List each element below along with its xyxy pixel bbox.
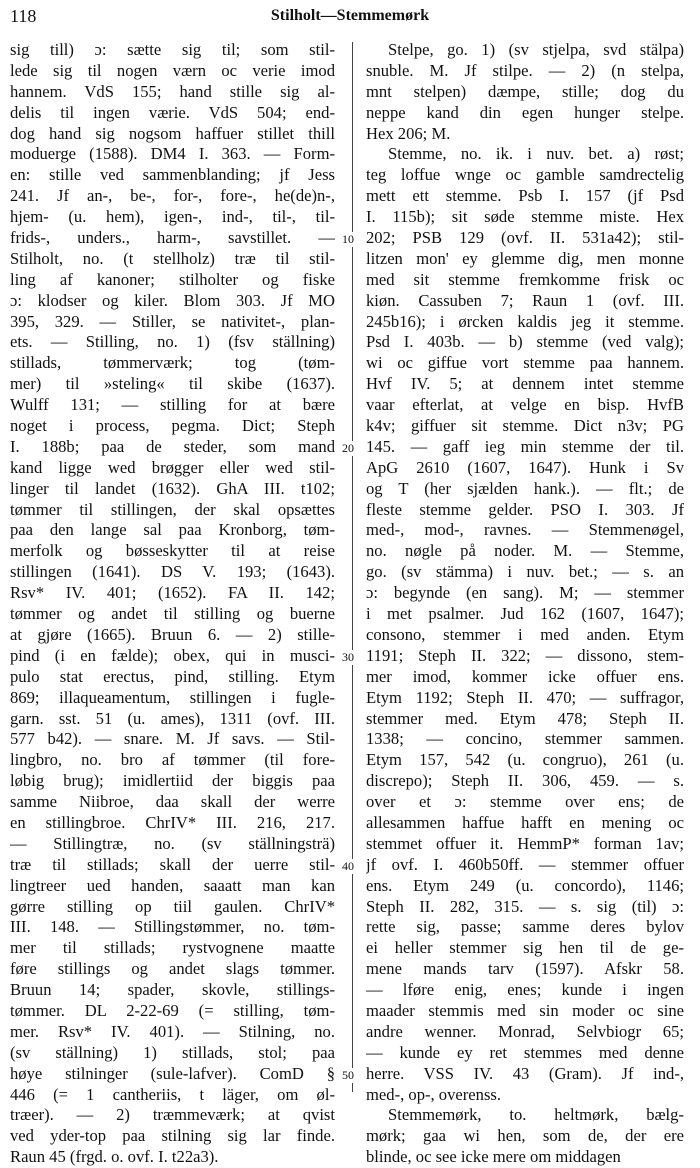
text-line: I. 188b; paa de steder, som mand xyxy=(10,436,335,456)
text-line: k4v; giffuer sit stemme. Dict n3v; PG xyxy=(366,416,684,436)
left-column xyxy=(10,40,335,1168)
text-line: Psd I. 403b. — b) stemme (ved valg); xyxy=(366,332,684,352)
text-line: rette sig, passe; samme deres bylov xyxy=(366,917,684,937)
text-line: jf ovf. I. 460b50ff. — stemmer offuer xyxy=(366,854,684,874)
text-line: ɔ: begynde (en sang). M; — stemmer xyxy=(366,583,684,603)
text-line: Bruun 14; spader, skovle, stillings- xyxy=(10,980,335,1000)
text-line: en: stille ved sammenblanding; jf Jess xyxy=(10,165,335,185)
text-line: ApG 2610 (1607, 1647). Hunk i Sv xyxy=(366,457,684,477)
text-line: 245b16); i ørcken kaldis jeg it stemme. xyxy=(366,311,684,331)
text-line: 1338; — concino, stemmer sammen. xyxy=(366,729,684,749)
text-line: at gjøre (1665). Bruun 6. — 2) stille- xyxy=(10,624,335,644)
text-line: dog hand sig nogsom haffuer stillet thill xyxy=(10,123,335,143)
text-line: no. nøgle på noder. M. — Stemme, xyxy=(366,541,684,561)
page-header xyxy=(0,4,700,30)
right-column xyxy=(366,40,684,1168)
line-number: 50 xyxy=(342,1068,354,1082)
text-line: løbig brug); imidlertiid der biggis paa xyxy=(10,771,335,791)
text-line: Hvf IV. 5; at dennem intet stemme xyxy=(366,374,684,394)
text-line: mer) til »steling« til skibe (1637). xyxy=(10,374,335,394)
text-line: mer. Rsv* IV. 401). — Stilning, no. xyxy=(10,1021,335,1041)
line-number: 40 xyxy=(342,859,354,873)
line-number: 10 xyxy=(342,232,354,246)
text-line: gørre stilling op tiil gaulen. ChrIV* xyxy=(10,896,335,916)
text-line: tømmer. DL 2-22-69 (= stilling, tøm- xyxy=(10,1000,335,1020)
text-line: — kunde ey ret stemmes med denne xyxy=(366,1042,684,1062)
text-line: discrepo); Steph II. 306, 459. — s. xyxy=(366,771,684,791)
text-line: delis til ingen værie. VdS 504; end- xyxy=(10,102,335,122)
text-line: lingbro, no. bro af tømmer (til fore- xyxy=(10,750,335,770)
text-line: consono, stemmer i med anden. Etym xyxy=(366,624,684,644)
text-line: Stilholt, no. (t stellholz) træ til stil- xyxy=(10,248,335,268)
text-line: Steph II. 282, 315. — s. sig (til) ɔ: xyxy=(366,896,684,916)
line-number: 30 xyxy=(342,650,354,664)
text-line: mene mands tarv (1597). Afskr 58. xyxy=(366,959,684,979)
text-line: Raun 45 (frgd. o. ovf. I. t22a3). xyxy=(10,1147,219,1167)
text-line: allesammen haffue hafft en mening oc xyxy=(366,812,684,832)
text-line: pulo stat erectus, pind, stilling. Etym xyxy=(10,666,335,686)
text-line: noget i process, pegma. Dict; Steph xyxy=(10,416,335,436)
text-line: snuble. M. Jf stilpe. — 2) (n stelpa, xyxy=(366,60,684,80)
text-line: wi oc giffue vort stemme paa hannem. xyxy=(366,353,684,373)
text-line: træ til stillads; skall der uerre stil- xyxy=(10,854,335,874)
text-line: i met psalmer. Jud 162 (1607, 1647); xyxy=(366,604,684,624)
text-line: 446 (= 1 cantheriis, t läger, om øl- xyxy=(10,1084,335,1104)
text-line: 577 b42). — snare. M. Jf savs. — Stil- xyxy=(10,729,335,749)
text-line: 395, 329. — Stiller, se nativitet-, plan- xyxy=(10,311,335,331)
text-line: — Stillingtræ, no. (sv ställningsträ) xyxy=(10,833,335,853)
text-line: paa den lange sal paa Kronborg, tøm- xyxy=(10,520,335,540)
text-line: vaar efterlat, at velge en bisp. HvfB xyxy=(366,395,684,415)
text-line: føre stillings og andet slags tømmer. xyxy=(10,959,335,979)
text-line: III. 148. — Stillingstømmer, no. tøm- xyxy=(10,917,335,937)
text-line: neppe kand din egen hunger stelpe. xyxy=(366,102,684,122)
text-line: litzen mon' ey glemme dig, men monne xyxy=(366,248,684,268)
text-line: mer til stillads; rystvognene maatte xyxy=(10,938,335,958)
text-line: Stemmemørk, to. heltmørk, bælg- xyxy=(388,1105,684,1125)
text-line: Etym 157, 542 (u. congruo), 261 (u. xyxy=(366,750,684,770)
text-line: mer imod, kommer icke offuer ens. xyxy=(366,666,684,686)
text-line: 1191; Steph II. 322; — dissono, stem- xyxy=(366,645,684,665)
text-line: pind (i en fælde); obex, qui in musci- xyxy=(10,645,335,665)
text-line: teg loffue wnge oc gamble samdrectelig xyxy=(366,165,684,185)
text-line: 202; PSB 129 (ovf. II. 531a42); stil- xyxy=(366,228,684,248)
text-line: kiøn. Cassuben 7; Raun 1 (ovf. III. xyxy=(366,290,684,310)
text-line: maader stemmis med sin moder oc sine xyxy=(366,1000,684,1020)
text-line: I. 115b); sit søde stemme miste. Hex xyxy=(366,207,684,227)
text-line: Hex 206; M. xyxy=(366,123,451,143)
text-line: fleste stemme gelder. PSO I. 303. Jf xyxy=(366,499,684,519)
running-title: Stilholt—Stemmemørk xyxy=(270,7,430,24)
text-line: moduerge (1588). DM4 I. 363. — Form- xyxy=(10,144,335,164)
text-line: ling af kanoner; stilholter og fiske xyxy=(10,269,335,289)
text-line: ɔ: klodser og kiler. Blom 303. Jf MO xyxy=(10,290,335,310)
text-line: sig till) ɔ: sætte sig til; som stil- xyxy=(10,40,335,59)
text-line: 145. — gaff ieg min stemme der til. xyxy=(366,436,684,456)
text-line: garn. sst. 51 (u. ames), 1311 (ovf. III. xyxy=(10,708,335,728)
text-line: kand ligge wed brøgger eller wed stil- xyxy=(10,457,335,477)
text-line: frids-, unders., harm-, savstillet. — xyxy=(10,228,335,248)
text-line: stillingen (1641). DS V. 193; (1643). xyxy=(10,562,335,582)
text-line: ets. — Stilling, no. 1) (fsv ställning) xyxy=(10,332,335,352)
text-line: Rsv* IV. 401; (1652). FA II. 142; xyxy=(10,583,335,603)
text-line: ei heller stemmer sig hen til de ge- xyxy=(366,938,684,958)
text-line: tømmer og andet til stilling og buerne xyxy=(10,604,335,624)
text-line: (sv ställning) 1) stillads, stol; paa xyxy=(10,1042,335,1062)
text-line: merfolk og bøsseskytter til at reise xyxy=(10,541,335,561)
text-line: Stelpe, go. 1) (sv stjelpa, svd stälpa) xyxy=(388,40,684,59)
text-line: lede sig til nogen værn oc verie imod xyxy=(10,60,335,80)
text-line: høye stilninger (sule-lafver). ComD § xyxy=(10,1063,335,1083)
text-line: 241. Jf an-, be-, for-, fore-, he(de)n-, xyxy=(10,186,335,206)
text-line: stillads, tømmerværk; tog (tøm- xyxy=(10,353,335,373)
column-divider xyxy=(352,42,353,1092)
text-line: 869; illaqueamentum, stillingen i fugle- xyxy=(10,687,335,707)
text-line: andre wenner. Monrad, Selvbiogr 65; xyxy=(366,1021,684,1041)
text-line: lingtreer ued handen, saaatt man kan xyxy=(10,875,335,895)
text-line: og T (her sjælden hank.). — flt.; de xyxy=(366,478,684,498)
text-line: Stemme, no. ik. i nuv. bet. a) røst; xyxy=(388,144,684,164)
text-line: ved yder-top paa stilning sig lar finde. xyxy=(10,1126,335,1146)
text-line: Etym 1192; Steph II. 470; — suffragor, xyxy=(366,687,684,707)
text-line: samme Niibroe, daa skall der werre xyxy=(10,792,335,812)
text-line: med-, op-, overenss. xyxy=(366,1084,502,1104)
text-line: træer). — 2) træmmeværk; at qvist xyxy=(10,1105,335,1125)
text-line: mett ett stemme. Psb I. 157 (jf Psd xyxy=(366,186,684,206)
text-line: med-, mod-, ravnes. — Stemmenøgel, xyxy=(366,520,684,540)
text-line: med sit stemme fremkomme frisk oc xyxy=(366,269,684,289)
text-line: ens. Etym 249 (u. concordo), 1146; xyxy=(366,875,684,895)
text-line: blinde, oc see icke mere om middagen xyxy=(366,1147,621,1167)
text-line: mnt stelpen) dæmpe, stille; dog du xyxy=(366,81,684,101)
text-line: mørk; gaa wi hen, som de, der ere xyxy=(366,1126,684,1146)
text-line: en stillingbroe. ChrIV* III. 216, 217. xyxy=(10,812,335,832)
text-line: stemmet offuer it. HemmP* forman 1av; xyxy=(366,833,684,853)
text-line: go. (sv stämma) i nuv. bet.; — s. an xyxy=(366,562,684,582)
text-line: herre. VSS IV. 43 (Gram). Jf ind-, xyxy=(366,1063,684,1083)
text-line: stemmer med. Etym 478; Steph II. xyxy=(366,708,684,728)
text-line: hjem- (u. hem), igen-, ind-, til-, til- xyxy=(10,207,335,227)
page-number: 118 xyxy=(10,6,37,26)
text-line: linger til landet (1632). GhA III. t102; xyxy=(10,478,335,498)
text-line: — lføre enig, enes; kunde i ingen xyxy=(366,980,684,1000)
line-number: 20 xyxy=(342,441,354,455)
text-line: tømmer til stillingen, der skal opsættes xyxy=(10,499,335,519)
text-line: Wulff 131; — stilling for at bære xyxy=(10,395,335,415)
text-line: hannem. VdS 155; hand stille sig al- xyxy=(10,81,335,101)
text-line: over et ɔ: stemme over ens; de xyxy=(366,792,684,812)
